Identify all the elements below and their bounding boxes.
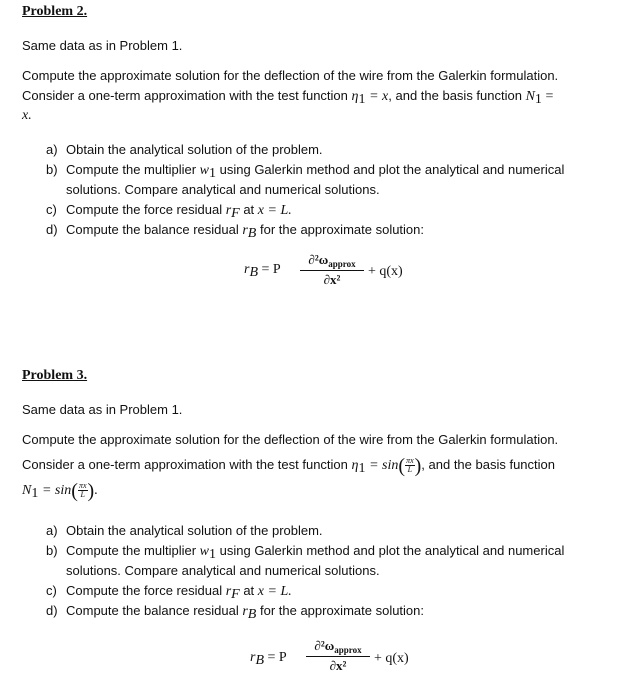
numerator-subscript: approx: [328, 259, 356, 269]
item-text: Compute the multiplier: [66, 543, 200, 558]
item-label: b): [46, 162, 58, 177]
subscript: 1: [358, 461, 366, 476]
r-symbol: r: [225, 203, 232, 218]
period: .: [94, 483, 98, 498]
equation-1-fraction: [300, 252, 364, 288]
item-label: c): [46, 202, 57, 217]
problem-3-item-d: [46, 603, 424, 623]
equation-1-rhs: + q(x): [368, 264, 403, 279]
equals-p: = P: [261, 262, 281, 277]
problem-3-item-b: [46, 543, 564, 563]
r-symbol: r: [242, 604, 248, 619]
open-paren: (: [398, 455, 406, 477]
fraction-bar: [300, 270, 364, 271]
subscript: 1: [358, 92, 366, 107]
intro-text: , and the basis function: [388, 88, 526, 103]
problem-3-same-data: Same data as in Problem 1.: [22, 402, 183, 417]
item-text: using Galerkin method and plot the analytical and numerical: [216, 162, 565, 177]
subscript: 1: [209, 166, 217, 181]
subscript: B: [249, 265, 259, 280]
problem-3-intro-line-1: Compute the approximate solution for the deflection of the wire from the Galerkin formulation.: [22, 432, 559, 447]
item-text: for the approximate solution:: [256, 222, 425, 237]
subscript: 1: [209, 547, 217, 562]
problem-3-item-c: [46, 583, 292, 603]
equation-2-rhs: + q(x): [374, 651, 409, 666]
item-label: a): [46, 523, 58, 538]
problem-2-item-d: [46, 222, 424, 242]
item-label: c): [46, 583, 57, 598]
r-symbol: r: [225, 584, 232, 599]
item-text: Compute the balance residual: [66, 222, 243, 237]
item-label: d): [46, 222, 58, 237]
r-symbol: r: [250, 650, 256, 665]
w-symbol: w: [199, 544, 210, 559]
problem-2-item-b: [46, 162, 564, 182]
problem-3-heading: Problem 3.: [22, 368, 88, 383]
item-label: d): [46, 603, 58, 618]
item-text: Obtain the analytical solution of the problem.: [66, 523, 323, 538]
eta-symbol: η: [351, 89, 359, 104]
item-text: Compute the force residual: [66, 202, 226, 217]
intro-text: , and the basis function: [421, 457, 555, 472]
subscript: B: [255, 653, 265, 668]
n-symbol: N: [22, 483, 32, 498]
numerator: ∂²ω: [308, 252, 329, 267]
subscript: 1: [31, 486, 39, 501]
item-text: Compute the force residual: [66, 583, 226, 598]
problem-2-heading: Problem 2.: [22, 4, 88, 19]
equation-part: = sin: [41, 483, 72, 498]
subscript: F: [231, 206, 240, 221]
item-text: Compute the balance residual: [66, 603, 243, 618]
problem-3-item-b-cont: solutions. Compare analytical and numerical solutions.: [66, 563, 380, 578]
subscript: B: [247, 226, 257, 241]
pi-x-over-l: $\frac{\pi x}{L}$: [406, 456, 414, 475]
denominator: ∂x²: [329, 658, 347, 673]
item-label: b): [46, 543, 58, 558]
problem-3-intro-line-2: [22, 455, 555, 478]
close-paren: ): [87, 480, 95, 502]
problem-2-item-a: [46, 142, 323, 157]
open-paren: (: [71, 480, 78, 502]
equation-part: = x: [369, 89, 389, 104]
problem-2-intro-line-3: x.: [22, 108, 32, 123]
problem-2-same-data: Same data as in Problem 1.: [22, 38, 183, 53]
subscript: B: [247, 607, 257, 622]
equation-1-lhs: [244, 262, 281, 281]
intro-text: Consider a one-term approximation with the test function: [22, 457, 352, 472]
x-equals-l: x = L.: [257, 203, 292, 218]
fraction-bar: [306, 656, 370, 657]
item-text: at: [239, 202, 258, 217]
w-symbol: w: [199, 163, 210, 178]
equals-sign: =: [545, 89, 554, 104]
close-paren: ): [414, 455, 422, 477]
numerator: ∂²ω: [314, 638, 335, 653]
item-text: using Galerkin method and plot the analytical and numerical: [216, 543, 565, 558]
equation-2-fraction: [306, 638, 370, 674]
problem-2-item-c: [46, 202, 292, 222]
equation-2-lhs: [250, 650, 287, 669]
item-text: at: [239, 583, 258, 598]
problem-2-intro-line-1: Compute the approximate solution for the deflection of the wire from the Galerkin formulation.: [22, 68, 559, 83]
problem-2-intro-line-2: [22, 88, 553, 108]
denominator: ∂x²: [323, 272, 341, 287]
problem-3-item-a: [46, 523, 323, 538]
x-equals-l: x = L.: [257, 584, 292, 599]
eta-symbol: η: [351, 458, 359, 473]
n-symbol: N: [525, 89, 535, 104]
item-text: Compute the multiplier: [66, 162, 200, 177]
problem-2-item-b-cont: solutions. Compare analytical and numerical solutions.: [66, 182, 380, 197]
numerator-subscript: approx: [334, 645, 362, 655]
item-label: a): [46, 142, 58, 157]
equation-part: = sin: [369, 458, 399, 473]
pi-x-over-l: $\frac{\pi x}{L}$: [78, 481, 87, 500]
intro-text: Consider a one-term approximation with the test function: [22, 88, 352, 103]
equals-p: = P: [267, 650, 287, 665]
r-symbol: r: [244, 262, 250, 277]
item-text: Obtain the analytical solution of the problem.: [66, 142, 323, 157]
problem-3-intro-line-3: [22, 480, 98, 503]
subscript: 1: [534, 92, 542, 107]
item-text: for the approximate solution:: [256, 603, 425, 618]
subscript: F: [231, 587, 240, 602]
r-symbol: r: [242, 223, 248, 238]
